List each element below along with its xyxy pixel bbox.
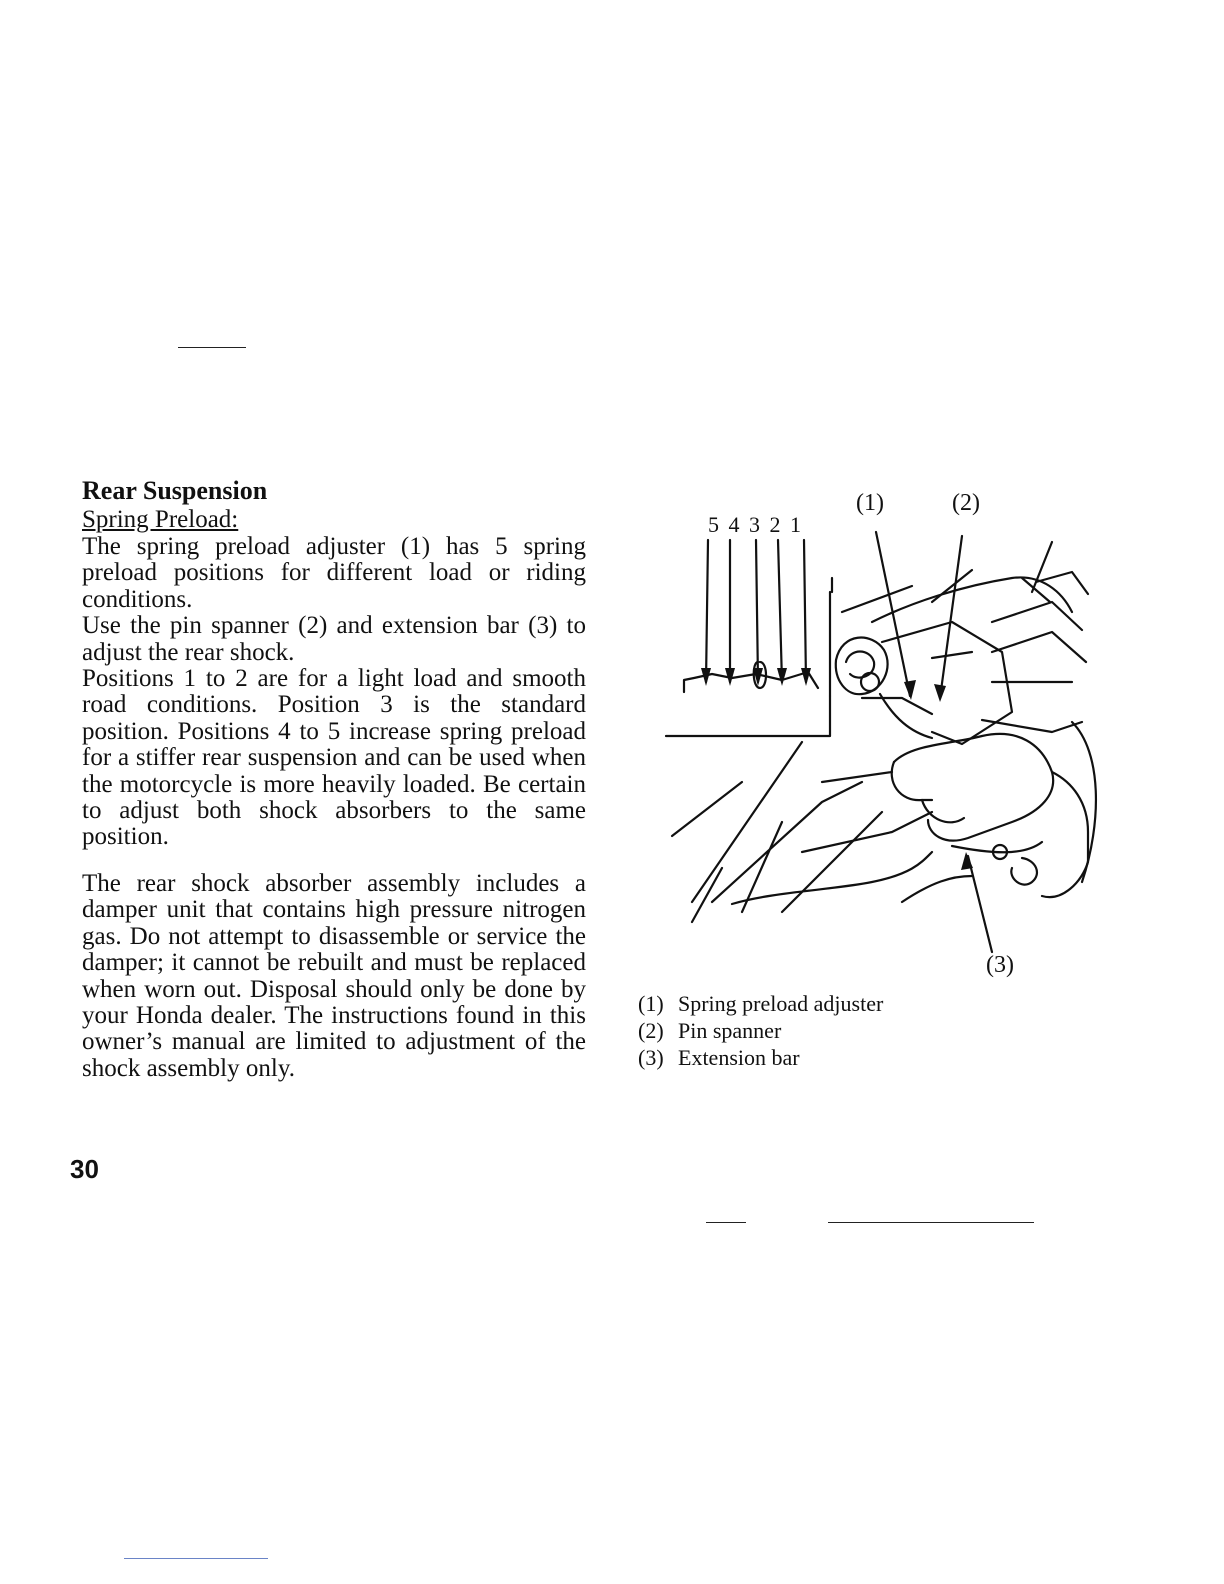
legend-item: [638, 1017, 883, 1044]
arrow-pos-3: [756, 540, 758, 682]
paragraph-tools: Use the pin spanner (2) and extension bar (3) to adjust the rear shock.: [82, 612, 586, 666]
paragraph-positions: Positions 1 to 2 are for a light load and smooth road conditions. Position 3 is the standard position. Positions 4 to 5 increase spring preload for a stiffer rear suspension and can be used when the motorcycle is more heavily loaded. Be certain to adjust both shock absorbers to the same position.: [82, 665, 586, 851]
legend-item: [638, 990, 883, 1017]
subheading: Spring Preload:: [82, 506, 239, 533]
text-column: [82, 476, 586, 1082]
bottom-rule-short: [706, 1222, 746, 1223]
arrow-pos-2: [778, 540, 782, 682]
callout-3: (3): [986, 952, 1014, 978]
top-rule: [178, 347, 246, 348]
legend-number: (2): [638, 1018, 664, 1043]
legend-number: (3): [638, 1045, 664, 1070]
legend-number: (1): [638, 991, 664, 1016]
callout-1: (1): [856, 490, 884, 516]
shock-adjuster-illustration: [632, 482, 1102, 992]
bottom-rule-long: [828, 1222, 1034, 1223]
arrow-pos-5: [706, 540, 708, 682]
position-scale-labels: 5 4 3 2 1: [708, 512, 803, 537]
paragraph-intro: The spring preload adjuster (1) has 5 spring preload positions for different load or riding conditions.: [82, 533, 586, 613]
arrow-pos-1: [804, 540, 806, 682]
footer-rule: [124, 1558, 268, 1559]
callout-2: (2): [952, 490, 980, 516]
paragraph-damper-warning: The rear shock absorber assembly includes a damper unit that contains high pressure nitrogen gas. Do not attempt to disassemble or service the damper; it cannot be rebuilt and must be replaced when worn out. Disposal should only be done by your Honda dealer. The instructions found in this owner’s manual are limited to adjustment of the shock assembly only.: [82, 869, 586, 1082]
page-number: 30: [70, 1154, 99, 1184]
figure-legend: [638, 990, 883, 1071]
section-title: Rear Suspension: [82, 476, 268, 505]
shock-adjuster-figure: [632, 482, 1102, 992]
legend-label: Pin spanner: [678, 1018, 782, 1043]
legend-item: [638, 1044, 883, 1071]
legend-label: Spring preload adjuster: [678, 991, 884, 1016]
legend-label: Extension bar: [678, 1045, 800, 1070]
